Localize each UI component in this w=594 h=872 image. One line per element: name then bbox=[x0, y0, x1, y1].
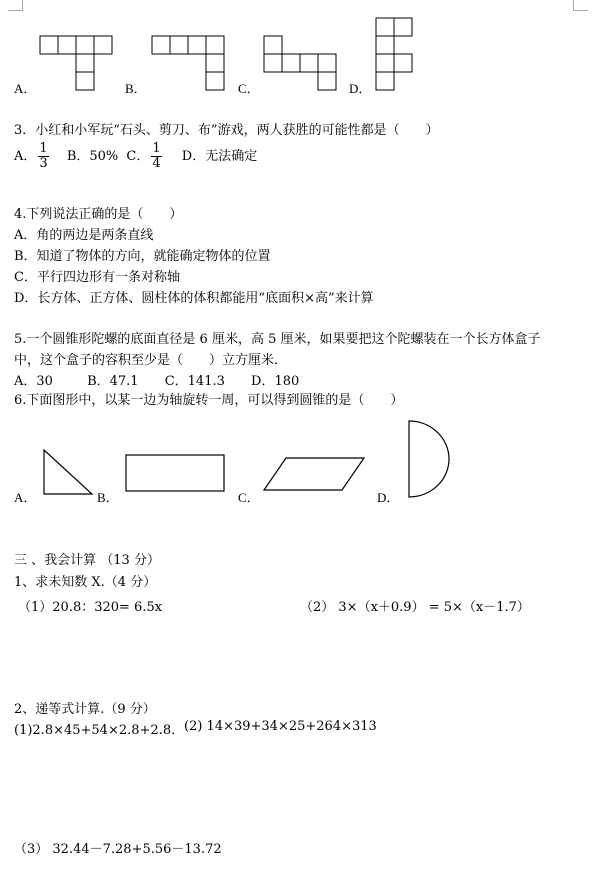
q3-option-a-label: A． bbox=[14, 149, 37, 164]
q3-option-c-fraction: $\frac{1}{4}$ bbox=[152, 141, 161, 171]
q6-label-d: D． bbox=[377, 490, 400, 505]
question-5-line-1: 5.一个圆锥形陀螺的底面直径是 6 厘米，高 5 厘米，如果要把这个陀螺装在一个长方体盒子 bbox=[14, 332, 541, 347]
section-3-title: 三 、我会计算 （13 分） bbox=[14, 553, 160, 568]
net-label-b: B． bbox=[125, 81, 147, 96]
net-figure-d bbox=[374, 16, 424, 96]
net-label-a: A． bbox=[14, 81, 37, 96]
equation-2: （2） 3×（x＋0.9） = 5×（x－1.7） bbox=[300, 600, 530, 615]
q5-option-a: A．30 bbox=[14, 374, 53, 389]
q3-option-c-label: C． bbox=[126, 149, 150, 164]
question-4-text: 4.下列说法正确的是（ ） bbox=[14, 207, 183, 222]
q4-option-b: B．知道了物体的方向，就能确定物体的位置 bbox=[14, 249, 271, 264]
q5-option-c: C．141.3 bbox=[164, 374, 225, 389]
q5-option-d: D．180 bbox=[251, 374, 300, 389]
section-3-subtitle-2: 2、递等式计算.（9 分） bbox=[14, 702, 156, 717]
net-figure-a bbox=[38, 34, 118, 94]
equation-1: （1）20.8：320= 6.5x bbox=[18, 600, 163, 615]
shape-right-triangle bbox=[40, 446, 100, 506]
section-3-subtitle-1: 1、求未知数 X.（4 分） bbox=[14, 575, 157, 590]
calculation-2: (2) 14×39+34×25+264×313 bbox=[184, 719, 377, 734]
q3-option-a-fraction: $\frac{1}{3}$ bbox=[39, 141, 48, 171]
q3-option-b: B．50% bbox=[66, 149, 119, 164]
net-figure-b bbox=[150, 34, 230, 94]
shape-rectangle bbox=[124, 452, 234, 502]
q4-option-c: C．平行四边形有一条对称轴 bbox=[14, 270, 180, 285]
q5-options bbox=[14, 370, 299, 389]
page-corner-mark-right bbox=[573, 0, 588, 11]
q4-option-d: D．长方体、正方体、圆柱体的体积都能用“底面积×高”来计算 bbox=[14, 291, 374, 306]
q5-option-b: B．47.1 bbox=[87, 374, 139, 389]
calculation-3: （3） 32.44－7.28+5.56－13.72 bbox=[14, 842, 222, 857]
question-5-line-2: 中，这个盒子的容积至少是（ ）立方厘米． bbox=[14, 353, 288, 368]
q6-label-c: C． bbox=[238, 490, 260, 505]
shape-semicircle bbox=[405, 418, 465, 504]
question-3-options bbox=[14, 142, 257, 171]
page-corner-mark-left bbox=[8, 0, 23, 11]
q3-option-d: D．无法确定 bbox=[181, 149, 258, 164]
q4-option-a: A．角的两边是两条直线 bbox=[14, 228, 154, 243]
net-label-d: D． bbox=[349, 81, 372, 96]
net-label-c: C． bbox=[238, 81, 260, 96]
question-6-text: 6.下面图形中，以某一边为轴旋转一周，可以得到圆锥的是（ ） bbox=[14, 393, 404, 408]
q6-label-b: B． bbox=[97, 490, 119, 505]
q6-label-a: A． bbox=[14, 490, 37, 505]
net-figure-c bbox=[262, 34, 342, 94]
question-3-text: 3．小红和小军玩“石头、剪刀、布”游戏，两人获胜的可能性都是（ ） bbox=[14, 123, 439, 138]
shape-parallelogram bbox=[262, 454, 372, 504]
calculation-1: (1)2.8×45+54×2.8+2.8． bbox=[14, 723, 185, 738]
